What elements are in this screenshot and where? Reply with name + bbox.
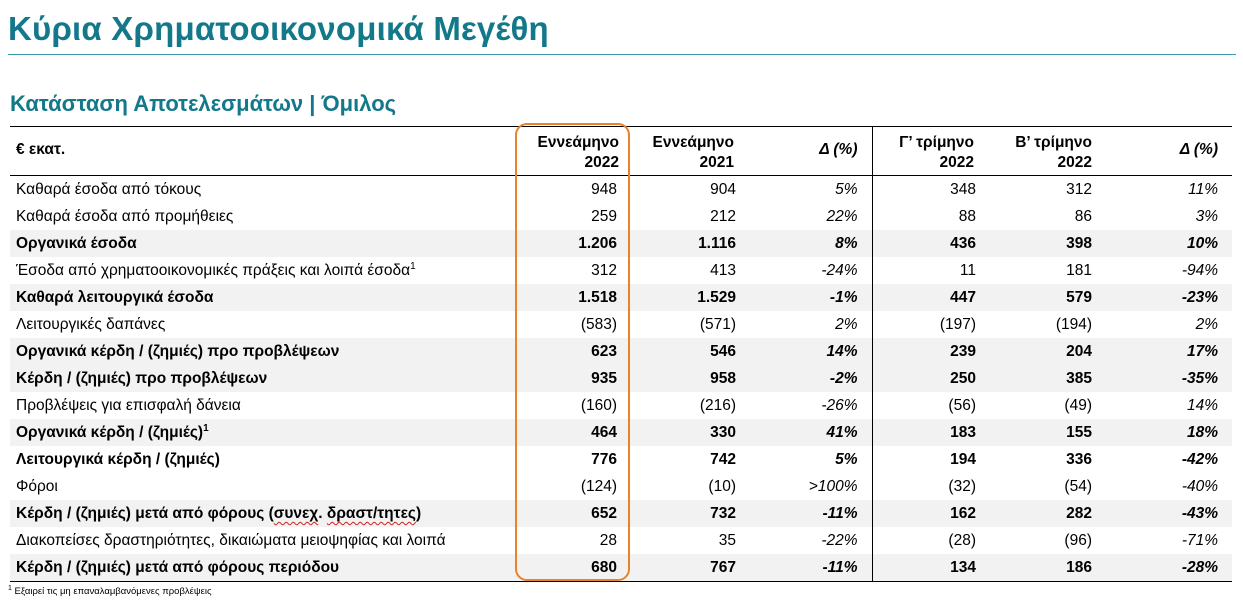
cell-q3-2022: (56) [948, 397, 976, 414]
cell-delta-9m: 2% [748, 311, 872, 338]
cell-9m-2021: 1.116 [631, 230, 748, 257]
row-label: Λειτουργικά κέρδη / (ζημιές) [16, 451, 220, 468]
cell-delta-quarter: 2% [1195, 316, 1218, 333]
cell-9m-2021: 742 [710, 451, 736, 468]
cell-delta-9m: >100% [748, 473, 872, 500]
cell-9m-2021: 413 [710, 262, 736, 279]
cell-9m-2021: 330 [631, 419, 748, 446]
cell-delta-quarter: 10% [1102, 230, 1232, 257]
cell-q3-2022: 88 [958, 208, 976, 225]
cell-9m-2022: (124) [580, 478, 617, 495]
cell-q3-2022: 250 [872, 365, 988, 392]
cell-delta-quarter: 18% [1102, 419, 1232, 446]
row-label [10, 500, 514, 527]
cell-9m-2022: 259 [591, 208, 617, 225]
cell-delta-quarter: 14% [1186, 397, 1218, 414]
table-row [10, 257, 1232, 284]
header-q2-2022-line1: Β’ τρίμηνο [1015, 134, 1092, 151]
header-currency-unit: € εκατ. [10, 127, 514, 176]
cell-delta-quarter: -43% [1102, 500, 1232, 527]
cell-q3-2022: 239 [872, 338, 988, 365]
table-row [10, 230, 1232, 257]
cell-delta-9m: 5% [748, 446, 872, 473]
cell-9m-2022: 1.206 [514, 230, 631, 257]
cell-9m-2022: 464 [514, 419, 631, 446]
header-9m-2022 [514, 127, 631, 176]
header-q3-2022-line2: 2022 [939, 154, 974, 171]
cell-delta-9m: -24% [748, 257, 872, 284]
cell-delta-9m: -11% [748, 500, 872, 527]
header-9m-2021-line1: Εννεάμηνο [652, 134, 734, 151]
cell-q3-2022: 348 [950, 181, 976, 198]
cell-q2-2022: 155 [988, 419, 1102, 446]
row-label-mid: . [318, 505, 327, 522]
footnote-sup: 1 [8, 584, 12, 592]
cell-q2-2022: 282 [988, 500, 1102, 527]
cell-q3-2022: (197) [939, 316, 976, 333]
cell-9m-2022: 1.518 [514, 284, 631, 311]
cell-q2-2022: 86 [1074, 208, 1092, 225]
cell-delta-quarter: 17% [1102, 338, 1232, 365]
row-label: Διακοπείσες δραστηριότητες, δικαιώματα μειοψηφίας και λοιπά [16, 532, 446, 549]
cell-q2-2022: 579 [988, 284, 1102, 311]
header-9m-2022-line1: Εννεάμηνο [537, 134, 619, 151]
cell-q3-2022: 447 [872, 284, 988, 311]
cell-delta-quarter: -42% [1181, 451, 1218, 468]
cell-q3-2022: (32) [948, 478, 976, 495]
row-label: Προβλέψεις για επισφαλή δάνεια [16, 397, 241, 414]
cell-9m-2022: 935 [514, 365, 631, 392]
table-row [10, 527, 1232, 554]
table-row [10, 203, 1232, 230]
cell-delta-9m: 22% [748, 203, 872, 230]
cell-delta-9m: -2% [748, 365, 872, 392]
cell-delta-9m: -11% [748, 554, 872, 582]
cell-delta-9m: 8% [748, 230, 872, 257]
cell-q2-2022: 336 [1066, 451, 1092, 468]
table-row [10, 446, 1232, 473]
header-q2-2022 [988, 127, 1102, 176]
table-header-row [10, 127, 1232, 176]
row-label-text: Οργανικά κέρδη / (ζημιές) [16, 424, 204, 441]
table-row [10, 284, 1232, 311]
row-label: Καθαρά έσοδα από προμήθειες [16, 208, 234, 225]
table-row [10, 392, 1232, 419]
table-row [10, 473, 1232, 500]
spellcheck-word-a: συνεχ [273, 505, 319, 522]
table-row [10, 338, 1232, 365]
row-label-pre: Κέρδη / (ζημιές) μετά από φόρους ( [16, 505, 274, 522]
cell-9m-2022: 776 [591, 451, 617, 468]
table-row [10, 311, 1232, 338]
row-label: Φόροι [16, 478, 58, 495]
cell-9m-2021: 546 [631, 338, 748, 365]
table-row [10, 500, 1232, 527]
cell-delta-quarter: 11% [1188, 181, 1218, 198]
header-9m-2021 [631, 127, 748, 176]
cell-9m-2021: 732 [631, 500, 748, 527]
cell-9m-2021: (571) [699, 316, 736, 333]
cell-q3-2022: 134 [872, 554, 988, 582]
footnote-marker: 1 [410, 260, 416, 272]
cell-q3-2022: 183 [872, 419, 988, 446]
cell-q2-2022: 186 [988, 554, 1102, 582]
cell-q3-2022: 162 [872, 500, 988, 527]
cell-q3-2022: 194 [950, 451, 976, 468]
income-statement-table-container [10, 126, 1232, 582]
cell-q2-2022: (96) [1064, 532, 1092, 549]
cell-q2-2022: (194) [1055, 316, 1092, 333]
footnote-marker: 1 [203, 422, 209, 434]
row-label: Καθαρά έσοδα από τόκους [16, 181, 202, 198]
table-row [10, 176, 1232, 204]
cell-9m-2021: 35 [718, 532, 736, 549]
cell-q2-2022: 204 [988, 338, 1102, 365]
row-label: Λειτουργικές δαπάνες [16, 316, 166, 333]
cell-q3-2022: 11 [959, 262, 976, 279]
cell-9m-2021: 1.529 [631, 284, 748, 311]
cell-9m-2021: 958 [631, 365, 748, 392]
cell-q2-2022: 181 [1066, 262, 1092, 279]
row-label-post: ) [416, 505, 422, 522]
cell-delta-9m: 41% [748, 419, 872, 446]
cell-q2-2022: (49) [1064, 397, 1092, 414]
footnote [8, 586, 212, 597]
cell-9m-2022: 28 [599, 532, 617, 549]
row-label [10, 419, 514, 446]
cell-delta-quarter: -23% [1102, 284, 1232, 311]
cell-9m-2021: 212 [710, 208, 736, 225]
cell-9m-2022: 312 [591, 262, 617, 279]
cell-9m-2022: 623 [514, 338, 631, 365]
row-label: Οργανικά κέρδη / (ζημιές) προ προβλέψεων [10, 338, 514, 365]
cell-q2-2022: (54) [1064, 478, 1092, 495]
table-row [10, 554, 1232, 582]
cell-delta-quarter: -28% [1102, 554, 1232, 582]
cell-q2-2022: 398 [988, 230, 1102, 257]
row-label: Καθαρά λειτουργικά έσοδα [10, 284, 514, 311]
cell-delta-quarter: -35% [1102, 365, 1232, 392]
row-label [10, 257, 514, 284]
cell-delta-9m: -26% [748, 392, 872, 419]
page-title: Κύρια Χρηματοοικονομικά Μεγέθη [8, 10, 549, 47]
spellcheck-word-b: δραστ/τητες [326, 505, 416, 522]
cell-delta-quarter: -40% [1181, 478, 1218, 495]
cell-delta-quarter: -94% [1181, 262, 1218, 279]
footnote-text: Εξαιρεί τις μη επαναλαμβανόμενες προβλέψεις [11, 586, 212, 597]
cell-9m-2022: (583) [580, 316, 617, 333]
cell-9m-2021: 767 [631, 554, 748, 582]
cell-q3-2022: (28) [948, 532, 976, 549]
header-q2-2022-line2: 2022 [1057, 154, 1092, 171]
cell-q2-2022: 385 [988, 365, 1102, 392]
cell-q2-2022: 312 [1066, 181, 1092, 198]
cell-delta-9m: 14% [748, 338, 872, 365]
cell-delta-9m: -1% [748, 284, 872, 311]
title-divider [8, 54, 1236, 55]
header-q3-2022-line1: Γ’ τρίμηνο [899, 134, 974, 151]
header-delta-9m: Δ (%) [748, 127, 872, 176]
row-label: Κέρδη / (ζημιές) μετά από φόρους περιόδου [10, 554, 514, 582]
row-label: Κέρδη / (ζημιές) προ προβλέψεων [10, 365, 514, 392]
header-delta-quarter: Δ (%) [1102, 127, 1232, 176]
cell-9m-2022: 948 [591, 181, 617, 198]
header-9m-2021-line2: 2021 [699, 154, 734, 171]
section-title: Κατάσταση Αποτελεσμάτων | Όμιλος [10, 91, 397, 116]
header-q3-2022 [872, 127, 988, 176]
row-label-text: Έσοδα από χρηματοοικονομικές πράξεις και λοιπά έσοδα [16, 262, 411, 279]
cell-q3-2022: 436 [872, 230, 988, 257]
cell-9m-2021: (10) [708, 478, 736, 495]
header-9m-2022-line2: 2022 [584, 154, 619, 171]
cell-delta-quarter: -71% [1181, 532, 1218, 549]
row-label: Οργανικά έσοδα [10, 230, 514, 257]
cell-delta-9m: -22% [748, 527, 872, 554]
table-row [10, 365, 1232, 392]
cell-9m-2022: 652 [514, 500, 631, 527]
table-row [10, 419, 1232, 446]
cell-9m-2021: 904 [710, 181, 736, 198]
cell-delta-9m: 5% [748, 176, 872, 204]
income-statement-table [10, 126, 1232, 582]
cell-9m-2021: (216) [699, 397, 736, 414]
cell-9m-2022: (160) [580, 397, 617, 414]
cell-9m-2022: 680 [514, 554, 631, 582]
cell-delta-quarter: 3% [1195, 208, 1218, 225]
